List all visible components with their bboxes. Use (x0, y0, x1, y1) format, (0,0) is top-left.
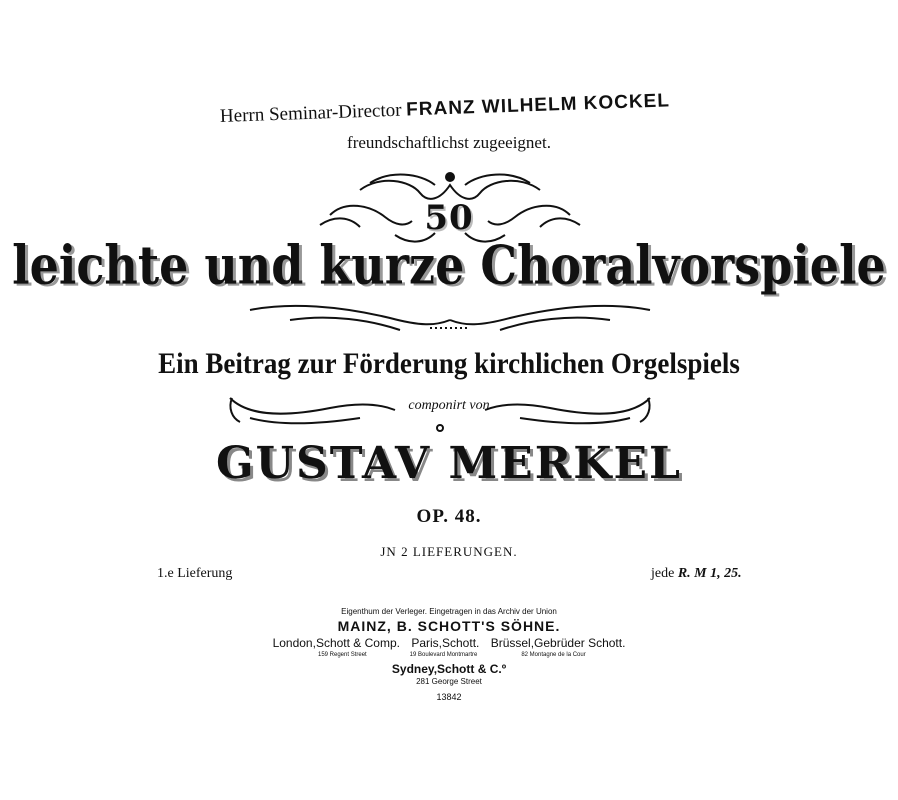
branch-sydney: Sydney,Schott & C.º (391, 662, 507, 676)
delivery-label: 1.e Lieferung (157, 566, 233, 581)
ownership-note: Eigenthum der Verleger. Eingetragen in das Archiv der Union (341, 607, 557, 616)
branch-brussels: Brüssel,Gebrüder Schott. (490, 636, 626, 650)
parts-info: JN 2 LIEFERUNGEN. (380, 544, 518, 559)
dedication-prefix: Herrn Seminar-Director (219, 99, 402, 127)
dedicatee-name: FRANZ WILHELM KOCKEL (405, 90, 671, 121)
opus-number: OP. 48. (416, 506, 482, 527)
plate-number: 13842 (436, 692, 462, 702)
publisher-name: MAINZ, B. SCHOTT'S SÖHNE. (337, 618, 561, 634)
branch-addresses (318, 652, 586, 658)
composer-name: GUSTAV MERKEL (216, 438, 682, 489)
paris-address: 19 Boulevard Montmartre (409, 652, 478, 658)
branch-london: London,Schott & Comp. (272, 636, 400, 650)
branch-paris: Paris,Schott. (411, 636, 480, 650)
title-number: 50 (424, 198, 474, 238)
main-title: leichte und kurze Choralvorspiele (12, 233, 886, 297)
price-prefix: jede (651, 566, 675, 581)
price-handwritten: R. M 1, 25. (677, 566, 742, 581)
sydney-address: 281 George Street (416, 677, 482, 686)
composed-by-label: componirt von (408, 398, 490, 413)
subtitle: Ein Beitrag zur Förderung kirchlichen Orgelspiels (158, 346, 740, 380)
dedication-line (220, 90, 671, 128)
dedication-subline: freundschaftlichst zugeeignet. (347, 133, 551, 152)
brussels-address: 82 Montagne de la Cour (521, 652, 586, 658)
london-address: 159 Regent Street (318, 652, 367, 658)
publisher-branches (0, 636, 898, 650)
title-underline-ornament (230, 298, 670, 338)
price-info (651, 566, 742, 582)
